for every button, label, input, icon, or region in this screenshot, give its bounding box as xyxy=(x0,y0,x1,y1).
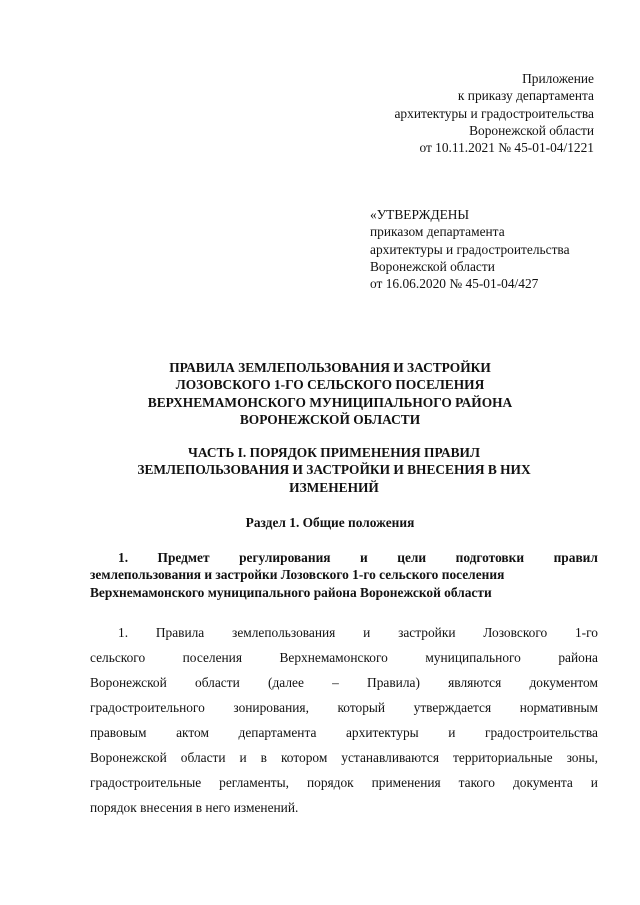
word: являются xyxy=(448,675,502,690)
article-heading-line-3: Верхнемамонского муниципального района Воронежской области xyxy=(90,584,492,600)
appendix-line: от 10.11.2021 № 45-01-04/1221 xyxy=(419,140,594,156)
word: области xyxy=(180,750,226,765)
paragraph-line xyxy=(90,770,598,795)
word: Воронежской xyxy=(90,675,167,690)
article-heading-line-2: землепользования и застройки Лозовского 1-го сельского поселения xyxy=(90,567,505,583)
document-title xyxy=(60,359,600,428)
word: поселения xyxy=(182,650,243,665)
word: и xyxy=(239,750,247,765)
part-title xyxy=(94,444,574,496)
approved-block xyxy=(370,206,610,292)
approved-line: «УТВЕРЖДЕНЫ xyxy=(370,207,470,222)
word: зонирования, xyxy=(233,700,309,715)
word: Правила xyxy=(155,625,205,640)
word: и xyxy=(360,550,368,565)
approved-line: от 16.06.2020 № 45-01-04/427 xyxy=(370,276,539,292)
word: Правила) xyxy=(367,675,420,690)
part-line: ЗЕМЛЕПОЛЬЗОВАНИЯ И ЗАСТРОЙКИ И ВНЕСЕНИЯ В НИХ xyxy=(137,462,531,478)
word: района xyxy=(558,650,598,665)
word: застройки xyxy=(398,625,456,640)
word: правил xyxy=(553,550,598,565)
word: департамента xyxy=(238,725,317,740)
word: правовым xyxy=(90,725,147,740)
part-line: ИЗМЕНЕНИЙ xyxy=(289,479,379,495)
paragraph-line xyxy=(90,695,598,720)
word: архитектуры xyxy=(345,725,419,740)
word: цели xyxy=(397,550,427,565)
word: градостроительства xyxy=(484,725,598,740)
word: и xyxy=(448,725,456,740)
paragraph-line xyxy=(90,720,598,745)
word: и xyxy=(590,775,598,790)
title-line: ЛОЗОВСКОГО 1-ГО СЕЛЬСКОГО ПОСЕЛЕНИЯ xyxy=(175,377,485,393)
word: территориальные xyxy=(453,750,553,765)
title-line: ВОРОНЕЖСКОЙ ОБЛАСТИ xyxy=(239,411,421,427)
word: (далее xyxy=(267,675,304,690)
word: регулирования xyxy=(239,550,331,565)
paragraph-line xyxy=(90,670,598,695)
word: и xyxy=(363,625,371,640)
word: устанавливаются xyxy=(341,750,440,765)
paragraph-line xyxy=(90,645,598,670)
word: Лозовского xyxy=(483,625,548,640)
word: землепользования xyxy=(232,625,336,640)
appendix-line: Воронежской области xyxy=(469,122,594,138)
word: 1. xyxy=(118,625,129,640)
appendix-block xyxy=(314,70,594,156)
word: документом xyxy=(529,675,598,690)
approved-line: Воронежской области xyxy=(370,258,495,274)
approved-line: архитектуры и градостроительства xyxy=(370,241,570,257)
word: актом xyxy=(176,725,209,740)
appendix-line: архитектуры и градостроительства xyxy=(394,105,594,121)
word: утверждается xyxy=(413,700,492,715)
article-heading-line-1 xyxy=(90,549,598,566)
title-line: ПРАВИЛА ЗЕМЛЕПОЛЬЗОВАНИЯ И ЗАСТРОЙКИ xyxy=(169,360,491,375)
approved-line: приказом департамента xyxy=(370,224,505,240)
word: который xyxy=(337,700,386,715)
word: Воронежской xyxy=(90,750,167,765)
word: регламенты, xyxy=(219,775,289,790)
word: применения xyxy=(371,775,441,790)
title-line: ВЕРХНЕМАМОНСКОГО МУНИЦИПАЛЬНОГО РАЙОНА xyxy=(147,394,513,410)
word: порядок xyxy=(306,775,354,790)
word: – xyxy=(332,675,339,690)
article-heading xyxy=(90,549,598,601)
word: в xyxy=(260,750,267,765)
appendix-line: к приказу департамента xyxy=(457,88,594,104)
appendix-line: Приложение xyxy=(522,71,594,86)
word: котором xyxy=(280,750,328,765)
word: Верхнемамонского xyxy=(279,650,388,665)
word: сельского xyxy=(90,650,146,665)
word: градостроительного xyxy=(90,700,205,715)
section-title xyxy=(90,514,570,531)
paragraph-line xyxy=(90,620,598,645)
word: градостроительные xyxy=(90,775,202,790)
word: зоны, xyxy=(566,750,598,765)
word: муниципального xyxy=(425,650,521,665)
word: 1-го xyxy=(574,625,598,640)
paragraph-last-line: порядок внесения в него изменений. xyxy=(90,800,299,815)
word: области xyxy=(195,675,240,690)
part-line: ЧАСТЬ I. ПОРЯДОК ПРИМЕНЕНИЯ ПРАВИЛ xyxy=(188,445,480,460)
word: 1. xyxy=(118,550,129,565)
word: документа xyxy=(512,775,573,790)
section-line: Раздел 1. Общие положения xyxy=(245,515,415,530)
word: такого xyxy=(458,775,495,790)
word: Предмет xyxy=(157,550,210,565)
word: нормативным xyxy=(519,700,598,715)
word: подготовки xyxy=(455,550,525,565)
paragraph-line xyxy=(90,745,598,770)
paragraph-body xyxy=(90,620,598,820)
